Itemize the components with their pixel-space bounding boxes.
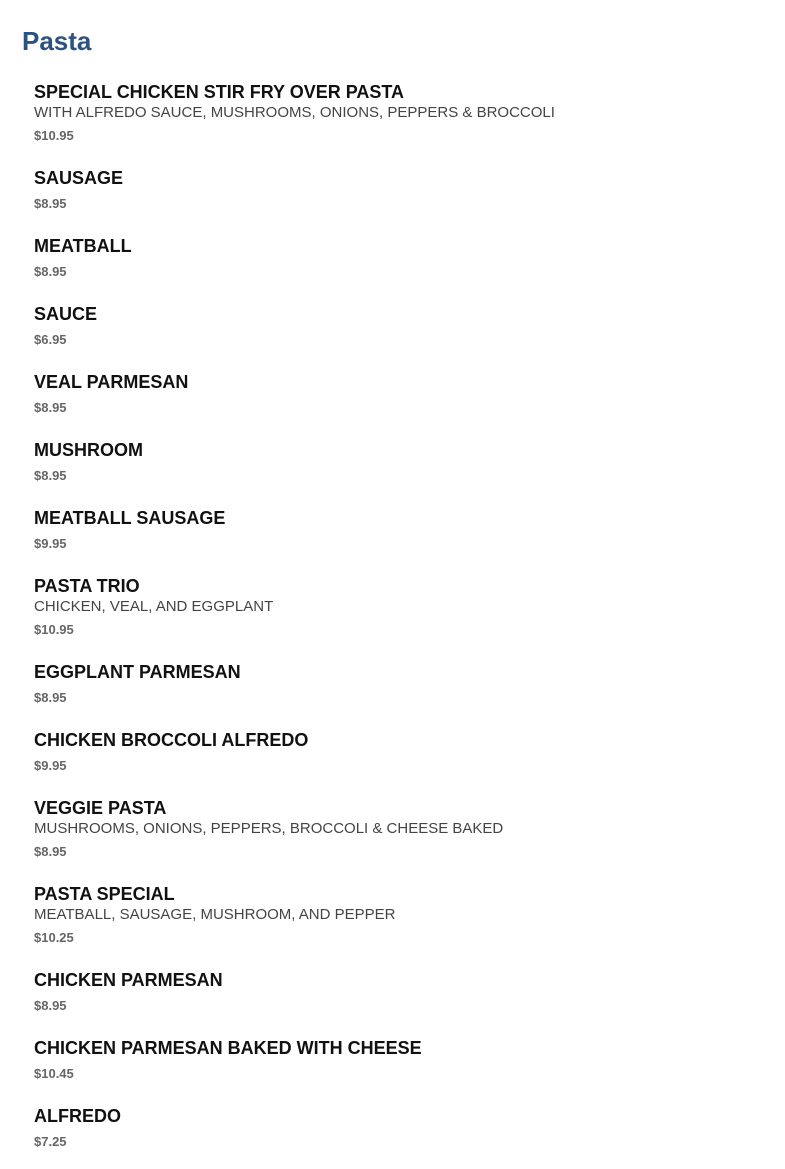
menu-item [34, 82, 555, 143]
item-name: PASTA SPECIAL [34, 884, 175, 904]
item-description: MUSHROOMS, ONIONS, PEPPERS, BROCCOLI & CHEESE BAKED [34, 820, 504, 837]
item-name: MEATBALL SAUSAGE [34, 508, 226, 528]
menu-item [34, 798, 503, 859]
menu-item [34, 372, 188, 415]
item-name: SAUSAGE [34, 168, 124, 188]
item-description: CHICKEN, VEAL, AND EGGPLANT [34, 598, 274, 615]
item-price: $10.95 [34, 622, 74, 637]
menu-item [34, 970, 223, 1013]
item-name: MUSHROOM [34, 440, 143, 460]
menu-item [34, 1038, 422, 1081]
menu-item [34, 236, 132, 279]
menu-item [34, 662, 241, 705]
item-name: CHICKEN BROCCOLI ALFREDO [34, 730, 309, 750]
item-price: $8.95 [34, 998, 67, 1013]
menu-item [34, 304, 97, 347]
section-title: Pasta [22, 26, 92, 56]
item-name: VEAL PARMESAN [34, 372, 189, 392]
item-price: $7.25 [34, 1134, 67, 1149]
item-name: PASTA TRIO [34, 576, 140, 596]
item-description: MEATBALL, SAUSAGE, MUSHROOM, AND PEPPER [34, 906, 396, 923]
menu-item [34, 730, 308, 773]
item-name: MEATBALL [34, 236, 132, 256]
menu-item [34, 508, 225, 551]
menu-item [34, 168, 123, 211]
item-description: WITH ALFREDO SAUCE, MUSHROOMS, ONIONS, PEPPERS & BROCCOLI [34, 104, 555, 121]
item-name: CHICKEN PARMESAN BAKED WITH CHEESE [34, 1038, 422, 1058]
item-price: $8.95 [34, 844, 67, 859]
item-name: ALFREDO [34, 1106, 121, 1126]
item-name: SAUCE [34, 304, 98, 324]
item-price: $6.95 [34, 332, 67, 347]
item-price: $8.95 [34, 690, 67, 705]
menu-item [34, 440, 143, 483]
menu-item [34, 884, 395, 945]
item-price: $9.95 [34, 536, 67, 551]
item-name: CHICKEN PARMESAN [34, 970, 223, 990]
item-name: SPECIAL CHICKEN STIR FRY OVER PASTA [34, 82, 405, 102]
item-price: $10.25 [34, 930, 74, 945]
item-price: $9.95 [34, 758, 67, 773]
menu-item [34, 576, 273, 637]
item-price: $10.95 [34, 128, 74, 143]
item-price: $8.95 [34, 264, 67, 279]
menu-item [34, 1106, 121, 1149]
item-price: $8.95 [34, 400, 67, 415]
item-price: $10.45 [34, 1066, 74, 1081]
item-name: EGGPLANT PARMESAN [34, 662, 241, 682]
item-name: VEGGIE PASTA [34, 798, 167, 818]
item-price: $8.95 [34, 196, 67, 211]
item-price: $8.95 [34, 468, 67, 483]
